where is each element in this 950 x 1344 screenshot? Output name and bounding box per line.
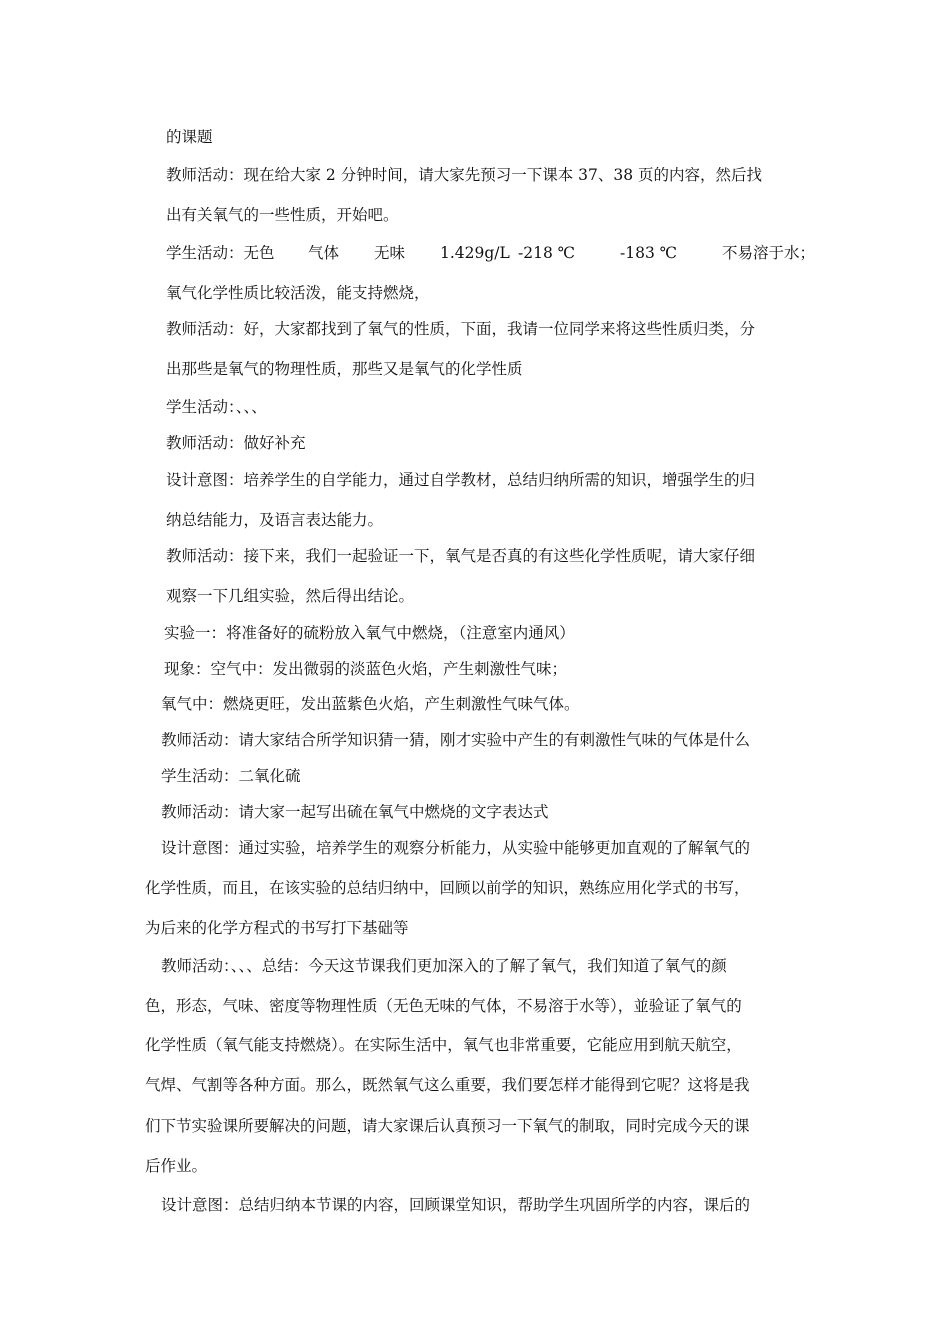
- text-line: 教师活动：做好补充: [166, 434, 306, 452]
- text-line: 色，形态，气味、密度等物理性质（无色无味的气体，不易溶于水等），並验证了氧气的: [145, 997, 742, 1015]
- property-solubility: 不易溶于水；: [722, 244, 816, 262]
- oxygen-properties-row: [166, 243, 816, 263]
- text-line: 学生活动：、、、: [166, 398, 267, 416]
- text-line: 纳总结能力，及语言表达能力。: [166, 511, 384, 529]
- text-line: 教师活动：接下来，我们一起验证一下，氧气是否真的有这些化学性质呢，请大家仔细: [166, 547, 756, 565]
- text-line: 们下节实验课所要解决的问题，请大家课后认真预习一下氧气的制取，同时完成今天的课: [145, 1117, 750, 1135]
- text-line: 设计意图：通过实验，培养学生的观察分析能力，从实验中能够更加直观的了解氧气的: [161, 839, 751, 857]
- text-line: 化学性质，而且，在该实验的总结归纳中，回顾以前学的知识，熟练应用化学式的书写，: [145, 879, 750, 897]
- text-line: 教师活动：请大家结合所学知识猜一猜，刚才实验中产生的有刺激性气味的气体是什么: [161, 731, 751, 749]
- text-line: 氧气化学性质比较活泼，能支持燃烧，: [166, 284, 430, 302]
- text-line: 化学性质（氧气能支持燃烧）。在实际生活中，氧气也非常重要，它能应用到航天航空，: [145, 1036, 742, 1054]
- text-line: 的课题: [166, 128, 213, 146]
- text-line: 现象：空气中：发出微弱的淡蓝色火焰，产生刺激性气味；: [164, 660, 568, 678]
- property-odorless: 无味: [374, 244, 406, 262]
- property-density: 1.429g/L: [440, 244, 510, 262]
- text-line: 观察一下几组实验，然后得出结论。: [166, 587, 415, 605]
- text-line: 出那些是氧气的物理性质，那些又是氧气的化学性质: [166, 360, 523, 378]
- text-line: 后作业。: [145, 1157, 208, 1175]
- text-line: 设计意图：总结归纳本节课的内容，回顾课堂知识，帮助学生巩固所学的内容，课后的: [161, 1196, 751, 1214]
- property-gas: 气体: [308, 244, 340, 262]
- properties-label: 学生活动：无色: [166, 244, 275, 262]
- property-melting-point: -218 ℃: [518, 244, 576, 262]
- property-boiling-point: -183 ℃: [620, 244, 678, 262]
- text-line: 实验一：将准备好的硫粉放入氧气中燃烧，（注意室内通风）: [164, 624, 575, 642]
- text-line: 为后来的化学方程式的书写打下基础等: [145, 919, 409, 937]
- text-line: 教师活动：请大家一起写出硫在氧气中燃烧的文字表达式: [161, 803, 549, 821]
- text-line: 教师活动：、、、总结：今天这节课我们更加深入的了解了氧气，我们知道了氧气的颜: [161, 957, 727, 975]
- text-line: 学生活动：二氧化硫: [161, 767, 301, 785]
- text-line: 教师活动：好，大家都找到了氧气的性质，下面，我请一位同学来将这些性质归类，分: [166, 320, 756, 338]
- text-line: 出有关氧气的一些性质，开始吧。: [166, 206, 399, 224]
- text-line: 教师活动：现在给大家 2 分钟时间，请大家先预习一下课本 37、38 页的内容，然后找: [166, 166, 763, 184]
- text-line: 设计意图：培养学生的自学能力，通过自学教材，总结归纳所需的知识，增强学生的归: [166, 471, 756, 489]
- text-line: 氧气中：燃烧更旺，发出蓝紫色火焰，产生刺激性气味气体。: [161, 695, 580, 713]
- text-line: 气焊、气割等各种方面。那么，既然氧气这么重要，我们要怎样才能得到它呢？这将是我: [145, 1076, 750, 1094]
